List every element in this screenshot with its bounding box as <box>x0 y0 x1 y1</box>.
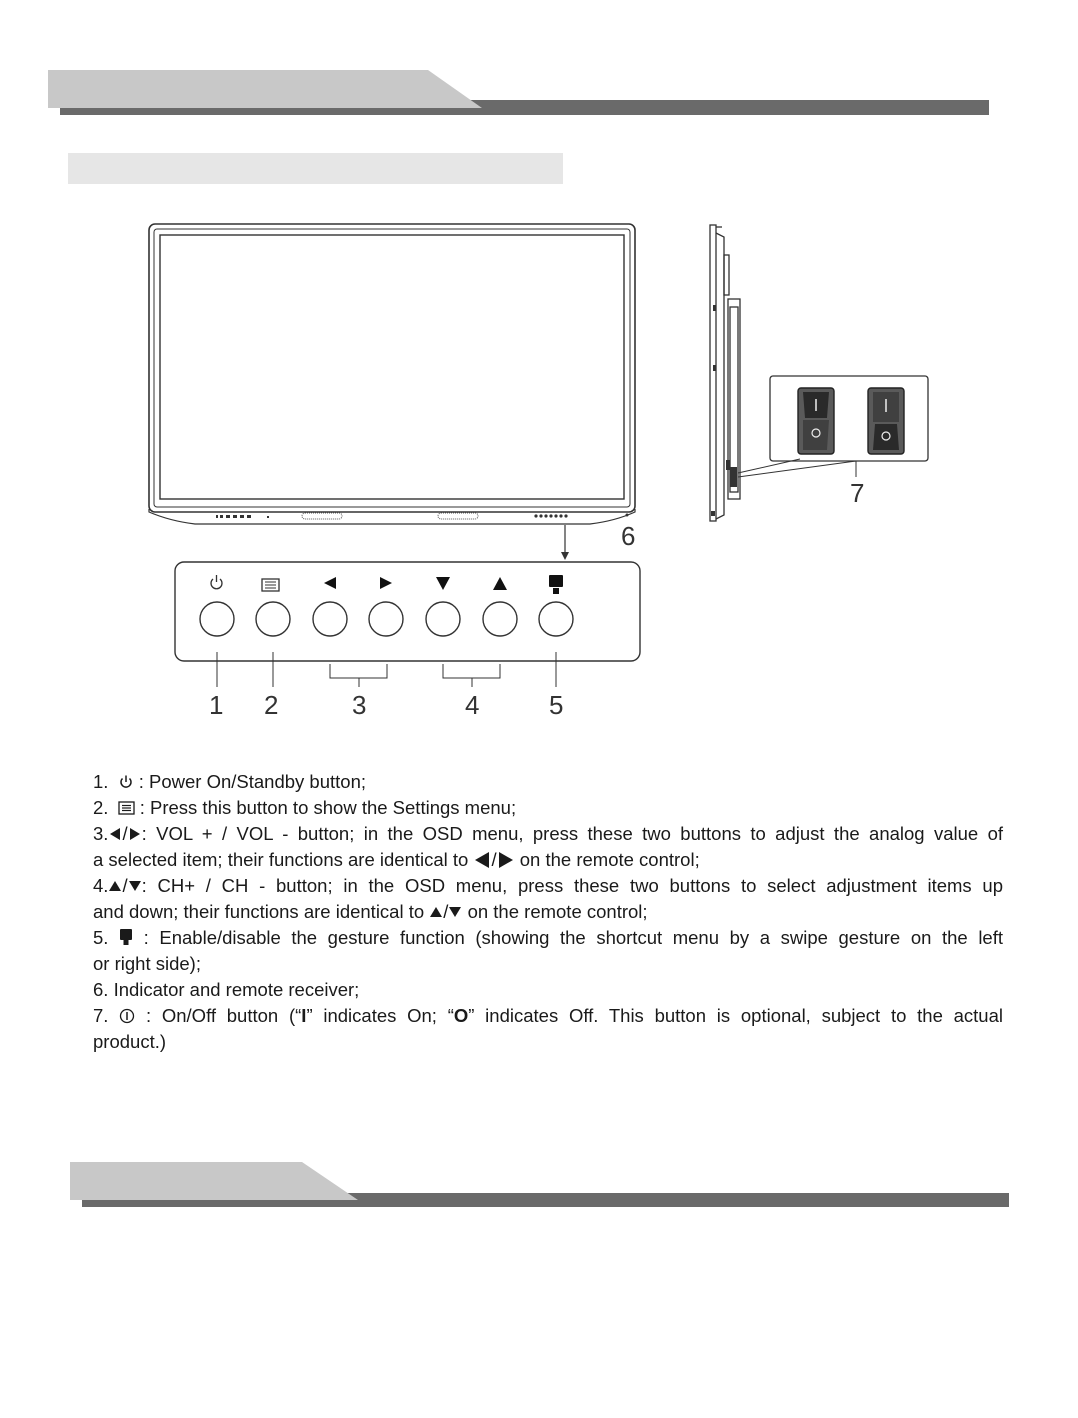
desc-3-num: 3. <box>93 823 109 844</box>
desc-2-num: 2. <box>93 797 109 818</box>
gesture-icon <box>549 575 563 594</box>
top-header-light-tab <box>48 70 482 108</box>
up-arrow-icon <box>493 577 507 590</box>
desc-4b-post: on the remote control; <box>462 901 648 922</box>
callout-2: 2 <box>264 690 279 720</box>
panel-button-menu[interactable] <box>256 602 290 636</box>
desc-line-5b: or right side); <box>93 953 201 974</box>
desc-5-num: 5. <box>93 927 109 948</box>
desc-5-text: : Enable/disable the gesture function (showing the shortcut menu by a swipe gesture on the left <box>133 927 1003 948</box>
down-arrow-icon <box>448 905 462 919</box>
desc-line-1 <box>93 769 1003 795</box>
desc-line-2 <box>93 795 1003 821</box>
panel-button-up[interactable] <box>483 602 517 636</box>
front-view-diagram <box>140 215 650 725</box>
desc-7-off-symbol: O <box>453 1005 469 1026</box>
desc-line-4b <box>93 899 1003 925</box>
callout-1: 1 <box>209 690 224 720</box>
desc-1-num: 1. <box>93 771 109 792</box>
rocker-switch-on <box>798 388 834 454</box>
left-arrow-icon <box>324 577 336 589</box>
desc-4-num: 4. <box>93 875 109 896</box>
desc-4b-pre: and down; their functions are identical to <box>93 901 430 922</box>
desc-3-text: : VOL + / VOL - button; in the OSD menu, press these two buttons to adjust the analog value of <box>141 823 1003 844</box>
bottom-header-band <box>0 1155 1078 1215</box>
desc-7-on-symbol: I <box>301 1005 307 1026</box>
desc-3b-post: on the remote control; <box>514 849 700 870</box>
callout-7: 7 <box>850 478 865 508</box>
gesture-icon <box>119 928 133 946</box>
callout-4: 4 <box>465 690 480 720</box>
up-arrow-icon <box>108 879 122 893</box>
left-arrow-icon <box>473 851 491 869</box>
right-arrow-icon <box>380 577 392 589</box>
desc-4b-sep: / <box>443 901 449 922</box>
menu-icon <box>262 579 279 591</box>
rocker-switch-off <box>868 388 904 454</box>
desc-7-t2: ” indicates On; “ <box>306 1005 454 1026</box>
desc-1-text: : Power On/Standby button; <box>133 771 366 792</box>
right-arrow-icon <box>128 827 142 841</box>
desc-7-t3: ” indicates Off. This button is optional, subject to the actual <box>468 1005 1003 1026</box>
desc-3b-pre: a selected item; their functions are identical to <box>93 849 474 870</box>
desc-line-6: 6. Indicator and remote receiver; <box>93 979 360 1000</box>
indicator-light <box>626 514 629 517</box>
down-arrow-icon <box>436 577 450 590</box>
section-subtitle-bar <box>68 153 563 184</box>
on-off-icon <box>119 1008 135 1024</box>
desc-7-num: 7. <box>93 1005 109 1026</box>
top-header-band <box>0 0 1078 120</box>
down-arrow-icon <box>128 879 142 893</box>
right-arrow-icon <box>497 851 515 869</box>
desc-3b-sep: / <box>491 849 497 870</box>
desc-line-4a <box>93 873 1003 899</box>
callout-5: 5 <box>549 690 564 720</box>
desc-line-7b: product.) <box>93 1031 167 1052</box>
desc-line-7a <box>93 1003 1003 1029</box>
desc-line-3a <box>93 821 1003 847</box>
panel-button-gesture[interactable] <box>539 602 573 636</box>
desc-4-text: : CH+ / CH - button; in the OSD menu, press these two buttons to select adjustment items up <box>141 875 1003 896</box>
callout-3: 3 <box>352 690 367 720</box>
right-speaker <box>438 513 478 519</box>
front-button-dots <box>534 514 567 517</box>
desc-2-text: : Press this button to show the Settings menu; <box>134 797 517 818</box>
menu-icon <box>118 801 135 815</box>
button-panel <box>175 562 640 661</box>
button-descriptions <box>93 769 1003 1055</box>
callout-6: 6 <box>621 521 636 551</box>
panel-button-right[interactable] <box>369 602 403 636</box>
desc-7-t1: : On/Off button (“ <box>135 1005 302 1026</box>
panel-button-down[interactable] <box>426 602 460 636</box>
front-ports <box>216 515 269 518</box>
desc-3-sep: / <box>122 823 128 844</box>
left-speaker <box>302 513 342 519</box>
desc-line-5a <box>93 925 1003 951</box>
bottom-header-light-tab <box>70 1162 358 1200</box>
desc-line-3b <box>93 847 1003 873</box>
side-view-diagram <box>700 215 940 530</box>
desc-4-sep: / <box>122 875 128 896</box>
up-arrow-icon <box>429 905 443 919</box>
power-icon <box>118 774 134 790</box>
panel-button-left[interactable] <box>313 602 347 636</box>
left-arrow-icon <box>108 827 122 841</box>
panel-button-power[interactable] <box>200 602 234 636</box>
power-icon <box>211 575 222 589</box>
